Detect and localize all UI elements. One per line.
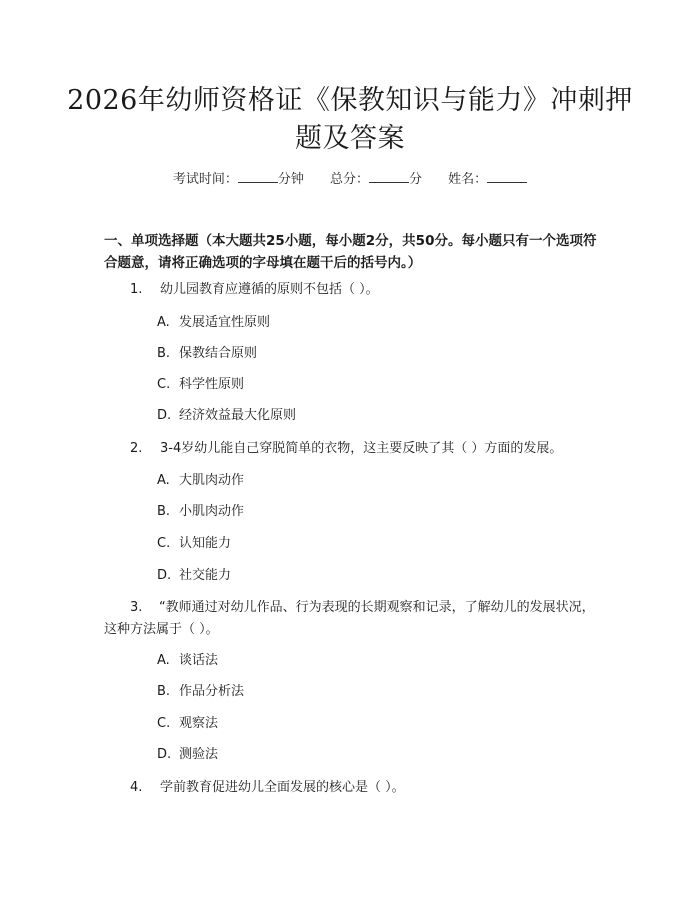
- q2-option-c: [157, 534, 231, 554]
- section-heading: 一、单项选择题（本大题共25小题，每小题2分，共50分。每小题只有一个选项符合题意，请将正确选项的字母填在题干后的括号内。）: [104, 233, 597, 271]
- q1-option-d: [157, 406, 296, 426]
- option-text: 经济效益最大化原则: [179, 408, 297, 423]
- option-letter: B.: [157, 346, 171, 361]
- name-label: 姓名：: [448, 172, 488, 187]
- question-number: 2.: [130, 441, 143, 456]
- question-number: 1.: [130, 282, 143, 297]
- q2-option-d: [157, 566, 231, 586]
- total-score-blank: [369, 170, 409, 183]
- question-text: 幼儿园教育应遵循的原则不包括（ ）。: [160, 282, 379, 297]
- option-text: 测验法: [179, 747, 219, 762]
- option-text: 发展适宜性原则: [179, 315, 271, 330]
- question-text: 学前教育促进幼儿全面发展的核心是（ ）。: [160, 780, 405, 795]
- option-letter: C.: [157, 536, 171, 551]
- option-text: 小肌肉动作: [179, 504, 245, 519]
- q3-option-b: [157, 682, 244, 702]
- exam-time-unit: 分钟: [277, 172, 304, 187]
- question-text: 3-4岁幼儿能自己穿脱简单的衣物，这主要反映了其（ ）方面的发展。: [160, 441, 563, 456]
- option-text: 保教结合原则: [179, 346, 258, 361]
- option-text: 谈话法: [179, 653, 219, 668]
- question-2: [130, 438, 562, 460]
- exam-time-label: 考试时间：: [172, 172, 238, 187]
- question-3: [104, 597, 602, 641]
- q1-option-a: [157, 313, 270, 333]
- document-title: 2026年幼师资格证《保教知识与能力》冲刺押题及答案: [67, 85, 633, 154]
- name-blank: [487, 170, 527, 183]
- option-text: 作品分析法: [179, 684, 245, 699]
- q2-option-b: [157, 502, 244, 522]
- total-score-label: 总分：: [329, 172, 369, 187]
- option-letter: B.: [157, 684, 171, 699]
- option-letter: D.: [157, 747, 172, 762]
- option-letter: D.: [157, 408, 172, 423]
- name-field: [448, 168, 527, 187]
- option-text: 认知能力: [179, 536, 232, 551]
- exam-info-line: [0, 168, 700, 187]
- option-text: 科学性原则: [179, 377, 245, 392]
- q2-option-a: [157, 471, 244, 491]
- total-score-unit: 分: [409, 172, 423, 187]
- option-letter: C.: [157, 377, 171, 392]
- q1-option-c: [157, 375, 244, 395]
- option-text: 社交能力: [179, 568, 232, 583]
- total-score-field: [330, 168, 422, 187]
- q3-option-a: [157, 651, 218, 671]
- q1-option-b: [157, 344, 257, 364]
- question-number: 4.: [130, 780, 143, 795]
- option-letter: B.: [157, 504, 171, 519]
- option-text: 观察法: [179, 716, 219, 731]
- exam-time-blank: [238, 170, 278, 183]
- question-number: 3.: [130, 600, 143, 615]
- question-4: [130, 777, 405, 799]
- q3-option-c: [157, 714, 218, 734]
- question-1: [130, 279, 379, 301]
- question-text: “教师通过对幼儿作品、行为表现的长期观察和记录，了解幼儿的发展状况，这种方法属于（ ）。: [104, 600, 595, 637]
- option-letter: A.: [157, 315, 170, 330]
- option-letter: A.: [157, 473, 170, 488]
- option-text: 大肌肉动作: [179, 473, 245, 488]
- q3-option-d: [157, 745, 218, 765]
- option-letter: D.: [157, 568, 172, 583]
- option-letter: A.: [157, 653, 170, 668]
- option-letter: C.: [157, 716, 171, 731]
- exam-time-field: [173, 168, 304, 187]
